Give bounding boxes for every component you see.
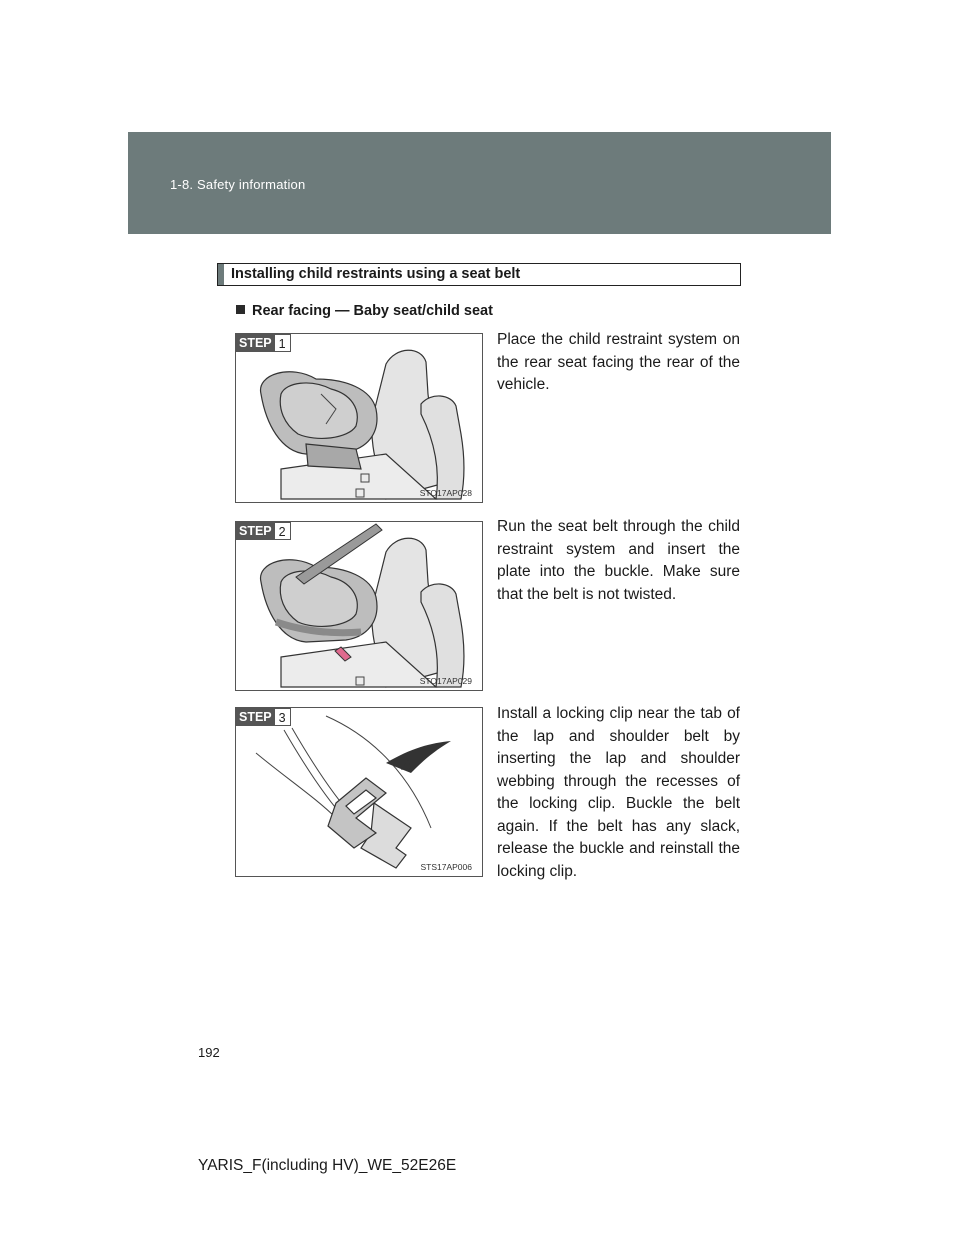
heading-accent-bar xyxy=(218,264,224,285)
figure-step-3 xyxy=(235,707,483,877)
section-label: 1-8. Safety information xyxy=(170,177,306,192)
step-2-text: Run the seat belt through the child restraint system and insert the plate into the buckle. Make sure that the belt is not twisted. xyxy=(497,518,740,603)
step-number: 3 xyxy=(275,708,291,726)
step-number: 2 xyxy=(275,522,291,540)
step-badge-2 xyxy=(236,522,291,540)
subheading-text: Rear facing — Baby seat/child seat xyxy=(252,303,493,319)
child-seat-illustration-icon xyxy=(236,334,483,503)
subheading xyxy=(236,303,493,319)
step-label: STEP xyxy=(236,334,275,352)
figure-step-2 xyxy=(235,521,483,691)
step-number: 1 xyxy=(275,334,291,352)
step-badge-1 xyxy=(236,334,291,352)
locking-clip-illustration-icon xyxy=(236,708,483,877)
step-badge-3 xyxy=(236,708,291,726)
square-bullet-icon xyxy=(236,305,245,314)
figure-code: STS17AP006 xyxy=(420,862,472,872)
step-3-text: Install a locking clip near the tab of the lap and shoulder belt by inserting the lap and shoulder webbing through the recesses of the locking clip. Buckle the belt again. If the belt has any slack, release the buckle and reinstall the locking clip. xyxy=(497,705,740,880)
figure-code: STO17AP029 xyxy=(419,676,472,686)
section-heading xyxy=(217,263,741,286)
document-id: YARIS_F(including HV)_WE_52E26E xyxy=(198,1157,457,1174)
heading-text: Installing child restraints using a seat belt xyxy=(231,266,521,282)
figure-step-1 xyxy=(235,333,483,503)
figure-code: STO17AP028 xyxy=(419,488,472,498)
step-1-text: Place the child restraint system on the rear seat facing the rear of the vehicle. xyxy=(497,331,740,393)
step-label: STEP xyxy=(236,522,275,540)
seat-belt-routing-illustration-icon xyxy=(236,522,483,691)
step-label: STEP xyxy=(236,708,275,726)
page-number: 192 xyxy=(198,1045,220,1060)
